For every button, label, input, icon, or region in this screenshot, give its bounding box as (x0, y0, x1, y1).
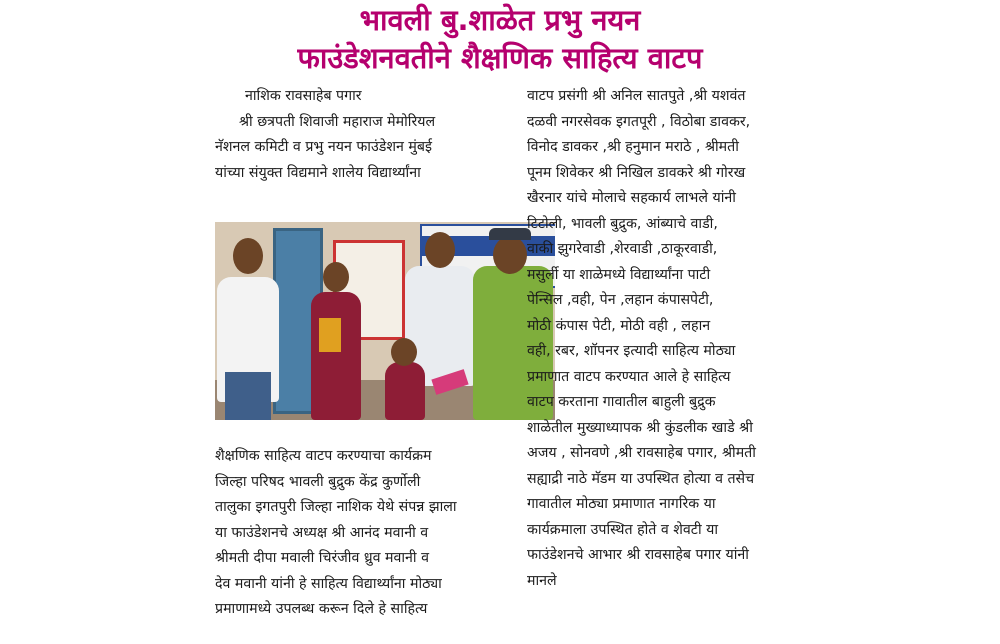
headline-line-2: फाउंडेशनवतीने शैक्षणिक साहित्य वाटप (297, 41, 703, 75)
paragraph-line: शाळेतील मुख्याध्यापक श्री कुंडलीक खाडे श्री (527, 419, 753, 436)
paragraph-line: नॅशनल कमिटी व प्रभु नयन फाउंडेशन मुंबई (215, 139, 432, 155)
paragraph-line: यांच्या संयुक्त विद्यमाने शालेय विद्यार्थ्यांना (215, 164, 421, 181)
paragraph-line: देव मवानी यांनी हे साहित्य विद्यार्थ्यांना मोठ्या (215, 575, 442, 592)
news-photo (215, 222, 555, 420)
schoolgirl-small (385, 362, 425, 420)
cap (489, 228, 531, 240)
paragraph-line: दळवी नगरसेवक इगतपूरी , विठोबा डावकर, (527, 113, 751, 130)
paragraph-line: वाकी झुगरेवाडी ,शेरवाडी ,ठाकूरवाडी, (527, 241, 718, 257)
right-column (527, 84, 812, 594)
paragraph-line: गावातील मोठ्या प्रमाणात नागरिक या (527, 496, 716, 512)
paragraph-line: मानले (527, 572, 557, 589)
paragraph-line: टिटोली, भावली बुद्रुक, आंब्याचे वाडी, (527, 215, 718, 232)
paragraph-line: जिल्हा परिषद भावली बुद्रुक केंद्र कुर्णोली (215, 473, 421, 490)
paragraph-line: पेन्सिल ,वही, पेन ,लहान कंपासपेटी, (527, 292, 714, 308)
paragraph-line: श्रीमती दीपा मवाली चिरंजीव ध्रुव मवानी व (215, 550, 429, 566)
paragraph-line: प्रमाणात वाटप करण्यात आले हे साहित्य (527, 368, 731, 385)
paragraph-line: प्रमाणामध्ये उपलब्ध करून दिले हे साहित्य (215, 601, 428, 617)
left-column-bottom (215, 444, 515, 623)
left-column-top (215, 84, 515, 186)
schoolgirl-standing (311, 292, 361, 420)
paragraph-line: कार्यक्रमाला उपस्थित होते व शेवटी या (527, 521, 719, 538)
paragraph-line: खैरनार यांचे मोलाचे सहकार्य लाभले यांनी (527, 190, 736, 206)
paragraph-line: वही, रबर, शॉपनर इत्यादी साहित्य मोठ्या (527, 343, 736, 359)
paragraph-line: पूनम शिवेकर श्री निखिल डावकरे श्री गोरख (527, 164, 746, 181)
paragraph-line: सह्याद्री नाठे मॅडम या उपस्थित होत्या व तसेच (527, 470, 755, 487)
paragraph-line: तालुका इगतपुरी जिल्हा नाशिक येथे संपन्न झाला (215, 499, 457, 515)
paragraph-line: शैक्षणिक साहित्य वाटप करण्याचा कार्यक्रम (215, 448, 432, 464)
byline: नाशिक रावसाहेब पगार (245, 88, 362, 104)
paragraph-line: मसुर्ली या शाळेमध्ये विद्यार्थ्यांना पाटी (527, 266, 711, 283)
book (319, 318, 341, 352)
paragraph-line: मोठी कंपास पेटी, मोठी वही , लहान (527, 317, 711, 334)
paragraph-line: अजय , सोनवणे ,श्री रावसाहेब पगार, श्रीमती (527, 445, 756, 461)
paragraph-line: फाउंडेशनचे आभार श्री रावसाहेब पगार यांनी (527, 547, 749, 563)
paragraph-line: वाटप करताना गावातील बाहुली बुद्रुक (527, 394, 716, 410)
paragraph-line: विनोद डावकर ,श्री हनुमान मराठे , श्रीमती (527, 139, 739, 155)
headline-line-1: भावली बु.शाळेत प्रभु नयन (359, 3, 641, 37)
paragraph-line: वाटप प्रसंगी श्री अनिल सातपुते ,श्री यशवंत (527, 88, 746, 104)
paragraph-line: या फाउंडेशनचे अध्यक्ष श्री आनंद मवानी व (215, 524, 429, 541)
paragraph-line: श्री छत्रपती शिवाजी महाराज मेमोरियल (239, 113, 436, 130)
